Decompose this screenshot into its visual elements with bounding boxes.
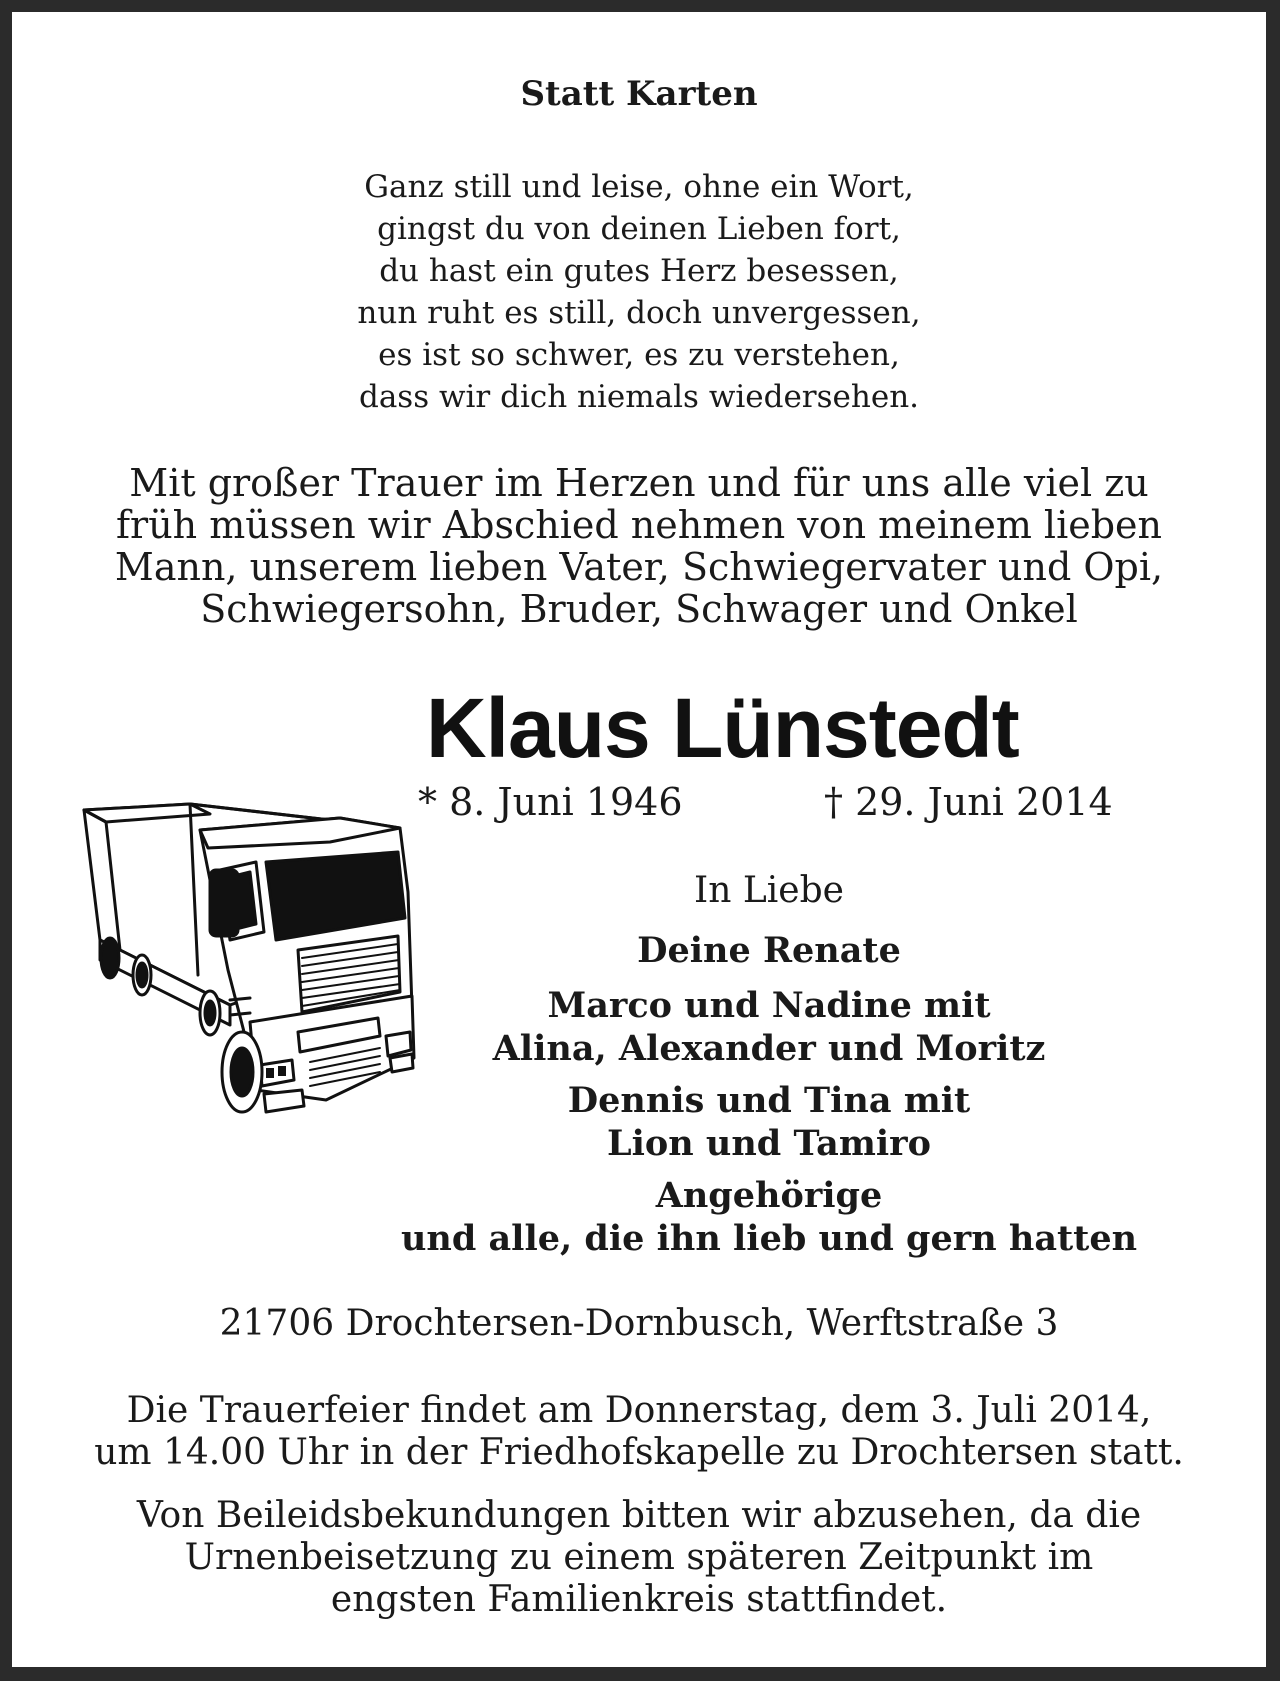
intro-line: früh müssen wir Abschied nehmen von meinem lieben (115, 503, 1163, 547)
poem-line: nun ruht es still, doch unvergessen, (357, 295, 921, 331)
mourner-group (394, 1174, 1144, 1260)
mourner-line: Marco und Nadine mit (547, 985, 991, 1026)
heading: Statt Karten (520, 74, 758, 114)
condolence-note (12, 1495, 1266, 1621)
poem-line: dass wir dich niemals wiedersehen. (358, 379, 920, 415)
poem (12, 166, 1266, 418)
mourner-group (394, 1079, 1144, 1165)
poem-line: gingst du von deinen Lieben fort, (377, 211, 901, 247)
note-line: Von Beileidsbekundungen bitten wir abzusehen, da die (136, 1495, 1142, 1536)
service-info (12, 1390, 1266, 1474)
intro-text (12, 462, 1266, 630)
mourner-line: Dennis und Tina mit (567, 1080, 971, 1121)
intro-line: Schwiegersohn, Bruder, Schwager und Onkel (200, 587, 1078, 631)
mourner-line: und alle, die ihn lieb und gern hatten (400, 1218, 1138, 1259)
service-line: Die Trauerfeier findet am Donnerstag, dem 3. Juli 2014, (126, 1390, 1152, 1431)
poem-line: es ist so schwer, es zu verstehen, (378, 337, 900, 373)
poem-line: du hast ein gutes Herz besessen, (379, 253, 899, 289)
mourner-line: Alina, Alexander und Moritz (492, 1028, 1046, 1069)
intro-line: Mann, unserem lieben Vater, Schwiegervater und Opi, (114, 545, 1164, 589)
intro-line: Mit großer Trauer im Herzen und für uns alle viel zu (129, 461, 1149, 505)
mourner-line: Lion und Tamiro (607, 1123, 931, 1164)
service-line: um 14.00 Uhr in der Friedhofskapelle zu Drochtersen statt. (94, 1432, 1184, 1473)
in-love-label: In Liebe (694, 870, 844, 911)
note-line: engsten Familienkreis stattfindet. (330, 1579, 948, 1620)
mourner-line: Angehörige (655, 1175, 883, 1216)
birth-date: * 8. Juni 1946 (418, 780, 683, 824)
address: 21706 Drochtersen-Dornbusch, Werftstraße 3 (219, 1303, 1059, 1344)
mourner-group (394, 984, 1144, 1070)
poem-line: Ganz still und leise, ohne ein Wort, (364, 169, 914, 205)
mourner-group: Deine Renate (637, 930, 901, 971)
truck-icon (80, 800, 440, 1125)
deceased-name: Klaus Lünstedt (426, 681, 1019, 775)
death-date: † 29. Juni 2014 (824, 780, 1113, 824)
note-line: Urnenbeisetzung zu einem späteren Zeitpunkt im (184, 1537, 1094, 1578)
